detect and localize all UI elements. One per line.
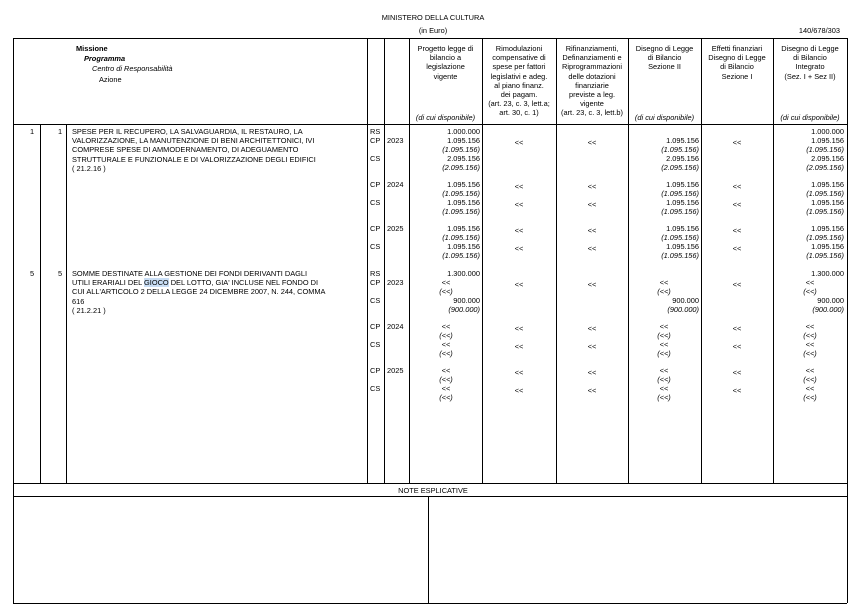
cell-value: <<: [732, 280, 742, 289]
cell-value: 1.095.156: [666, 198, 699, 207]
table-top-border: [13, 38, 847, 39]
cell-available: (<<): [803, 286, 817, 296]
notes-title: NOTE ESPLICATIVE: [398, 486, 468, 495]
row-description-line: 616: [72, 296, 85, 306]
column-header-2-line: spese per fattori: [492, 62, 546, 72]
cell-available: (2.095.156): [442, 162, 480, 172]
cell-value: <<: [587, 244, 597, 253]
row-type-rs: RS: [370, 127, 381, 136]
highlighted-word: GIOCO: [144, 278, 169, 288]
column-divider: [773, 38, 774, 483]
cell-value: 1.300.000: [447, 269, 480, 278]
cell-available: (1.095.156): [442, 250, 480, 260]
column-header-2-line: Rimodulazioni: [495, 44, 543, 53]
column-header-2-line: art. 30, c. 1): [499, 108, 539, 118]
cell-value: <<: [732, 200, 742, 209]
cell-available: (1.095.156): [661, 188, 699, 198]
column-header-6-line: Disegno di Legge: [781, 44, 839, 53]
column-divider: [384, 38, 385, 483]
cell-value: <<: [441, 322, 451, 331]
row-year: 2023: [387, 136, 404, 145]
cell-value: 900.000: [672, 296, 699, 305]
column-header-6-line: di Bilancio: [793, 53, 827, 63]
cell-available: (900.000): [812, 304, 844, 314]
column-header-3-line: delle dotazioni: [568, 71, 616, 81]
column-header-1-line: Progetto legge di: [417, 44, 474, 53]
cell-value: <<: [587, 182, 597, 191]
row-number-b: 5: [58, 269, 63, 278]
cell-value: <<: [732, 342, 742, 351]
cell-value: <<: [441, 278, 451, 287]
column-divider: [367, 38, 368, 483]
cell-available: (<<): [657, 392, 671, 402]
row-type-cp: CP: [370, 322, 381, 331]
section-bottom-border: [13, 483, 847, 484]
row-year: 2024: [387, 180, 404, 189]
cell-value: <<: [587, 138, 597, 147]
cell-value: 1.095.156: [811, 136, 844, 145]
cell-value: <<: [659, 384, 669, 393]
row-description-line: ( 21.2.16 ): [72, 163, 106, 173]
cell-available: (2.095.156): [661, 162, 699, 172]
cell-available: (1.095.156): [442, 206, 480, 216]
cell-value: <<: [514, 200, 524, 209]
cell-value: <<: [732, 368, 742, 377]
cell-value: 900.000: [817, 296, 844, 305]
cell-value: 1.095.156: [811, 180, 844, 189]
row-number-a: 1: [30, 127, 35, 136]
cell-value: <<: [587, 386, 597, 395]
cell-available: (1.095.156): [806, 250, 844, 260]
cell-value: 1.095.156: [447, 136, 480, 145]
cell-available: (1.095.156): [806, 206, 844, 216]
cell-available: (<<): [657, 348, 671, 358]
cell-available: (1.095.156): [661, 206, 699, 216]
header-programma: Programma: [84, 54, 126, 63]
header-bottom-border: [13, 124, 847, 125]
cell-available: (<<): [803, 392, 817, 402]
cell-value: <<: [659, 366, 669, 375]
cell-value: <<: [805, 366, 815, 375]
cell-available: (900.000): [448, 304, 480, 314]
column-header-3-line: Rifinanziamenti,: [565, 44, 619, 53]
cell-value: 1.095.156: [666, 136, 699, 145]
cell-available: (<<): [439, 286, 453, 296]
row-description-line: ( 21.2.21 ): [72, 305, 106, 315]
column-header-5-line: Sezione I: [721, 71, 753, 81]
column-header-5-line: di Bilancio: [720, 62, 754, 72]
cell-available: (<<): [657, 330, 671, 340]
header-azione: Azione: [99, 75, 122, 84]
column-header-5-line: Disegno di Legge: [708, 53, 766, 63]
cell-available: (1.095.156): [442, 144, 480, 154]
row-description-line: UTILI ERARIALI DEL GIOCO DEL LOTTO, GIA' INCLUSE NEL FONDO DI: [72, 278, 319, 288]
column-header-5-line: Effetti finanziari: [711, 44, 763, 53]
row-description-line: COMPRESE SPESE DI AMMODERNAMENTO, DI ADEGUAMENTO: [72, 145, 299, 155]
column-header-3-line: vigente: [580, 99, 604, 109]
cell-value: 1.095.156: [447, 242, 480, 251]
row-type-cs: CS: [370, 198, 381, 207]
cell-available: (900.000): [667, 304, 699, 314]
cell-value: <<: [732, 226, 742, 235]
cell-value: <<: [732, 386, 742, 395]
column-header-4-line: Sezione II: [648, 62, 681, 72]
ministry-title: MINISTERO DELLA CULTURA: [381, 13, 485, 22]
cell-value: <<: [441, 366, 451, 375]
column-header-2-line: al piano finanz.: [494, 80, 544, 90]
notes-header-border: [13, 496, 847, 497]
header-centro-responsabilita: Centro di Responsabilità: [92, 64, 173, 73]
cell-value: <<: [441, 384, 451, 393]
row-number-b: 1: [58, 127, 63, 136]
cell-available: (1.095.156): [442, 188, 480, 198]
cell-value: <<: [587, 324, 597, 333]
row-year: 2025: [387, 366, 404, 375]
column-header-2-line: (art. 23, c. 3, lett.a;: [488, 99, 550, 109]
row-description-line: STRUTTURALE E FUNZIONALE E DI VALORIZZAZIONE DEGLI EDIFICI: [72, 154, 316, 164]
cell-value: <<: [659, 322, 669, 331]
cell-value: 1.000.000: [447, 127, 480, 136]
table-left-border: [13, 38, 14, 603]
column-header-1-line: bilancio a: [429, 53, 462, 63]
column-divider: [66, 124, 67, 483]
cell-value: <<: [732, 244, 742, 253]
column-divider: [628, 38, 629, 483]
row-type-cs: CS: [370, 340, 381, 349]
cell-value: <<: [659, 340, 669, 349]
column-header-3-line: previste a leg.: [568, 90, 615, 99]
cell-available: (1.095.156): [806, 232, 844, 242]
cell-available: (<<): [439, 330, 453, 340]
table-right-border: [847, 38, 848, 603]
cell-value: <<: [587, 368, 597, 377]
cell-value: <<: [732, 138, 742, 147]
row-year: 2023: [387, 278, 404, 287]
cell-value: <<: [587, 280, 597, 289]
row-type-cp: CP: [370, 224, 381, 233]
cell-available: (1.095.156): [661, 232, 699, 242]
cell-value: <<: [514, 368, 524, 377]
column-header-6-line: Integrato: [795, 62, 825, 72]
column-header-2-line: compensative di: [492, 53, 546, 63]
cell-value: <<: [514, 386, 524, 395]
cell-value: <<: [514, 280, 524, 289]
header-missione: Missione: [76, 44, 108, 53]
row-description-line: VALORIZZAZIONE, LA MANUTENZIONE DI BENI ARCHITETTONICI, IVI: [72, 136, 315, 146]
row-year: 2024: [387, 322, 404, 331]
column-header-3-line: Definanziamenti e: [562, 53, 622, 63]
currency-label: (in Euro): [418, 26, 448, 35]
cell-available: (1.095.156): [806, 188, 844, 198]
row-number-a: 5: [30, 269, 35, 278]
cell-value: 2.095.156: [666, 154, 699, 163]
row-year: 2025: [387, 224, 404, 233]
cell-value: 1.095.156: [666, 242, 699, 251]
cell-value: <<: [805, 340, 815, 349]
cell-available: (2.095.156): [806, 162, 844, 172]
column-divider: [409, 38, 410, 483]
row-type-rs: RS: [370, 269, 381, 278]
cell-value: <<: [514, 244, 524, 253]
cell-available: (<<): [439, 348, 453, 358]
column-header-2-line: dei pagam.: [500, 90, 538, 99]
notes-divider: [428, 496, 429, 603]
row-type-cp: CP: [370, 180, 381, 189]
cell-value: <<: [514, 226, 524, 235]
cell-value: 1.095.156: [447, 224, 480, 233]
cell-available: (1.095.156): [442, 232, 480, 242]
cell-value: <<: [587, 226, 597, 235]
cell-value: <<: [732, 324, 742, 333]
row-description-line: CUI ALL'ARTICOLO 2 DELLA LEGGE 24 DICEMBRE 2007, N. 244, COMMA: [72, 287, 326, 297]
cell-available: (<<): [803, 348, 817, 358]
row-type-cs: CS: [370, 242, 381, 251]
row-type-cs: CS: [370, 296, 381, 305]
cell-value: 2.095.156: [811, 154, 844, 163]
cell-available: (<<): [803, 330, 817, 340]
cell-value: 2.095.156: [447, 154, 480, 163]
cell-available: (<<): [439, 374, 453, 384]
cell-value: <<: [805, 384, 815, 393]
cell-value: <<: [587, 200, 597, 209]
column-header-3-line: finanziarie: [575, 80, 609, 90]
cell-value: <<: [805, 278, 815, 287]
cell-value: 1.095.156: [447, 180, 480, 189]
column-header-6-line: (Sez. I + Sez II): [784, 71, 836, 81]
cell-available: (1.095.156): [661, 250, 699, 260]
table-bottom-border: [13, 603, 847, 604]
cell-available: (<<): [439, 392, 453, 402]
row-type-cp: CP: [370, 366, 381, 375]
column-header-3-line: Riprogrammazioni: [562, 62, 622, 72]
column-divider: [40, 124, 41, 483]
cell-available: (1.095.156): [806, 144, 844, 154]
cell-available: (<<): [657, 374, 671, 384]
cell-value: <<: [659, 278, 669, 287]
column-header-3-line: (art. 23, c. 3, lett.b): [560, 108, 624, 118]
cell-value: 1.095.156: [811, 198, 844, 207]
cell-value: <<: [514, 342, 524, 351]
cell-available: (<<): [803, 374, 817, 384]
cell-value: 1.095.156: [666, 180, 699, 189]
row-type-cs: CS: [370, 154, 381, 163]
page-reference: 140/678/303: [798, 26, 840, 35]
row-description-line: SOMME DESTINATE ALLA GESTIONE DEI FONDI DERIVANTI DAGLI: [72, 269, 308, 278]
cell-value: <<: [514, 182, 524, 191]
column-divider: [701, 38, 702, 483]
row-type-cs: CS: [370, 384, 381, 393]
row-description-line: SPESE PER IL RECUPERO, LA SALVAGUARDIA, IL RESTAURO, LA: [72, 127, 303, 136]
cell-value: <<: [441, 340, 451, 349]
cell-value: <<: [514, 324, 524, 333]
disponibile-label: (di cui disponibile): [634, 113, 695, 122]
cell-value: <<: [805, 322, 815, 331]
cell-available: (1.095.156): [661, 144, 699, 154]
cell-value: 1.095.156: [447, 198, 480, 207]
cell-value: 1.095.156: [666, 224, 699, 233]
column-header-4-line: Disegno di Legge: [635, 44, 694, 53]
disponibile-label: (di cui disponibile): [415, 113, 476, 122]
cell-value: <<: [587, 342, 597, 351]
cell-available: (<<): [657, 286, 671, 296]
column-header-4-line: di Bilancio: [647, 53, 682, 63]
column-header-1-line: legislazione: [426, 62, 465, 72]
cell-value: 1.300.000: [811, 269, 844, 278]
column-header-2-line: legislativi e adeg.: [490, 71, 548, 81]
cell-value: 900.000: [453, 296, 480, 305]
cell-value: <<: [732, 182, 742, 191]
row-type-cp: CP: [370, 136, 381, 145]
row-type-cp: CP: [370, 278, 381, 287]
cell-value: 1.000.000: [811, 127, 844, 136]
cell-value: <<: [514, 138, 524, 147]
cell-value: 1.095.156: [811, 242, 844, 251]
cell-value: 1.095.156: [811, 224, 844, 233]
column-header-1-line: vigente: [433, 71, 458, 81]
disponibile-label: (di cui disponibile): [780, 113, 840, 122]
